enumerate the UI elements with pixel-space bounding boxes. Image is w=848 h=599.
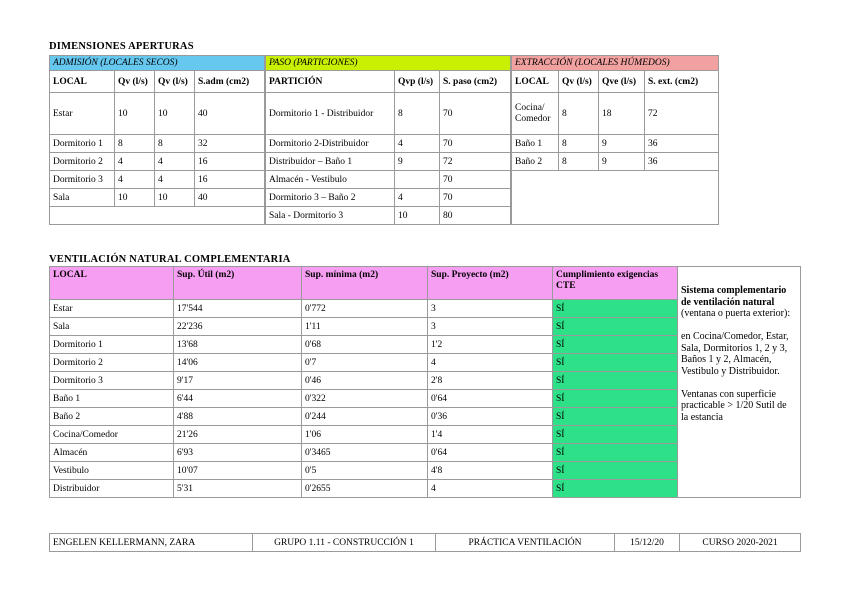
cell: 21'26 <box>174 426 302 444</box>
cell: Vestibulo <box>50 462 174 480</box>
cell: 40 <box>195 93 265 135</box>
cell: Distribuidor – Baño 1 <box>266 153 395 171</box>
cell: Estar <box>50 93 115 135</box>
cell: 72 <box>645 93 719 135</box>
footer-date: 15/12/20 <box>615 534 680 552</box>
side-note <box>678 267 801 498</box>
table-row <box>50 93 265 135</box>
extraccion-header-qv: Qv (l/s) <box>559 71 599 93</box>
cell: 17'544 <box>174 300 302 318</box>
cell: 0'2655 <box>302 480 428 498</box>
cell: 0'5 <box>302 462 428 480</box>
vent-header-cumplimiento: Cumplimiento exigencias CTE <box>553 267 678 300</box>
cell: Estar <box>50 300 174 318</box>
cell: Dormitorio 3 <box>50 171 115 189</box>
footer-practice: PRÁCTICA VENTILACIÓN <box>436 534 615 552</box>
admision-table <box>49 55 265 225</box>
vent-header-local: LOCAL <box>50 267 174 300</box>
cell: 0'36 <box>428 408 553 426</box>
cell: 80 <box>440 207 511 225</box>
cell: 0'3465 <box>302 444 428 462</box>
admision-header-qv2: Qv (l/s) <box>155 71 195 93</box>
cell: 3 <box>428 300 553 318</box>
status-badge: SÍ <box>553 426 678 444</box>
cell: Baño 1 <box>512 135 559 153</box>
cell: 5'31 <box>174 480 302 498</box>
status-badge: SÍ <box>553 354 678 372</box>
cell: 8 <box>559 135 599 153</box>
cell: 10 <box>115 93 155 135</box>
cell: 70 <box>440 171 511 189</box>
cell: 0'64 <box>428 444 553 462</box>
cell: 4 <box>155 153 195 171</box>
cell: 14'06 <box>174 354 302 372</box>
cell: 0'64 <box>428 390 553 408</box>
table-row <box>50 135 265 153</box>
cell: 1'06 <box>302 426 428 444</box>
empty-cell <box>512 171 719 225</box>
cell: 0'772 <box>302 300 428 318</box>
table-row <box>50 171 265 189</box>
cell: 8 <box>395 93 440 135</box>
admision-header-sadm: S.adm (cm2) <box>195 71 265 93</box>
cell: Dormitorio 2-Distribuidor <box>266 135 395 153</box>
status-badge: SÍ <box>553 444 678 462</box>
cell: Sala <box>50 318 174 336</box>
status-badge: SÍ <box>553 336 678 354</box>
status-badge: SÍ <box>553 462 678 480</box>
cell: 36 <box>645 135 719 153</box>
side-note-p3: Ventanas con superficie practicable > 1/20 Sutil de la estancia <box>681 388 787 423</box>
paso-header-particion: PARTICIÓN <box>266 71 395 93</box>
table-row <box>512 153 719 171</box>
cell: 40 <box>195 189 265 207</box>
cell: 8 <box>155 135 195 153</box>
ventilacion-table <box>49 266 801 498</box>
cell: 70 <box>440 135 511 153</box>
cell: Almacén <box>50 444 174 462</box>
cell: Dormitorio 1 <box>50 336 174 354</box>
extraccion-header-local: LOCAL <box>512 71 559 93</box>
extraccion-section: EXTRACCIÓN (LOCALES HÚMEDOS) <box>512 56 719 71</box>
extraccion-header-qve: Qve (l/s) <box>599 71 645 93</box>
table-row <box>266 189 511 207</box>
table-row <box>266 135 511 153</box>
status-badge: SÍ <box>553 300 678 318</box>
cell: 9 <box>599 153 645 171</box>
cell: 4 <box>155 171 195 189</box>
cell: 0'322 <box>302 390 428 408</box>
cell: 8 <box>115 135 155 153</box>
cell: Dormitorio 1 - Distribuidor <box>266 93 395 135</box>
extraccion-table <box>511 55 719 225</box>
cell: 10 <box>395 207 440 225</box>
table-row <box>266 171 511 189</box>
table-row <box>266 207 511 225</box>
ventilacion-title: VENTILACIÓN NATURAL COMPLEMENTARIA <box>49 254 291 265</box>
vent-header-supproy: Sup. Proyecto (m2) <box>428 267 553 300</box>
cell <box>395 171 440 189</box>
table-row <box>50 153 265 171</box>
cell: Almacén - Vestibulo <box>266 171 395 189</box>
admision-header-local: LOCAL <box>50 71 115 93</box>
table-row <box>512 93 719 135</box>
cell: 70 <box>440 93 511 135</box>
cell: Cocina/Comedor <box>50 426 174 444</box>
status-badge: SÍ <box>553 318 678 336</box>
admision-header-qv1: Qv (l/s) <box>115 71 155 93</box>
cell: 0'244 <box>302 408 428 426</box>
footer-course: CURSO 2020-2021 <box>680 534 801 552</box>
cell: 18 <box>599 93 645 135</box>
cell: 4 <box>395 135 440 153</box>
cell: 72 <box>440 153 511 171</box>
cell: 10 <box>155 189 195 207</box>
cell: 10 <box>155 93 195 135</box>
cell: 9 <box>395 153 440 171</box>
cell: Sala - Dormitorio 3 <box>266 207 395 225</box>
vent-header-suputil: Sup. Útil (m2) <box>174 267 302 300</box>
cell: 22'236 <box>174 318 302 336</box>
cell: Dormitorio 2 <box>50 354 174 372</box>
cell: 6'44 <box>174 390 302 408</box>
cell: 36 <box>645 153 719 171</box>
footer-group: GRUPO 1.11 - CONSTRUCCIÓN 1 <box>253 534 436 552</box>
status-badge: SÍ <box>553 390 678 408</box>
cell: 8 <box>559 93 599 135</box>
cell: 4 <box>428 354 553 372</box>
cell: 1'2 <box>428 336 553 354</box>
side-note-heading: Sistema complementario de ventilación natural <box>681 285 787 308</box>
table-row <box>266 153 511 171</box>
cell: 4'8 <box>428 462 553 480</box>
cell: 9'17 <box>174 372 302 390</box>
empty-cell <box>50 207 265 225</box>
cell: Dormitorio 3 <box>50 372 174 390</box>
cell: Dormitorio 3 – Baño 2 <box>266 189 395 207</box>
status-badge: SÍ <box>553 480 678 498</box>
cell: 4 <box>115 171 155 189</box>
cell: 1'4 <box>428 426 553 444</box>
paso-section: PASO (PARTICIONES) <box>266 56 511 71</box>
table-row <box>50 189 265 207</box>
cell: 2'8 <box>428 372 553 390</box>
extraccion-header-sext: S. ext. (cm2) <box>645 71 719 93</box>
status-badge: SÍ <box>553 408 678 426</box>
paso-header-qvp: Qvp (l/s) <box>395 71 440 93</box>
cell: Dormitorio 1 <box>50 135 115 153</box>
cell: Baño 2 <box>512 153 559 171</box>
paso-header-spaso: S. paso (cm2) <box>440 71 511 93</box>
cell: 0'7 <box>302 354 428 372</box>
dimensiones-title: DIMENSIONES APERTURAS <box>49 41 194 52</box>
cell: 4 <box>395 189 440 207</box>
admision-section: ADMISIÓN (LOCALES SECOS) <box>50 56 265 71</box>
cell: 3 <box>428 318 553 336</box>
cell: Cocina/ Comedor <box>512 93 559 135</box>
status-badge: SÍ <box>553 372 678 390</box>
cell: 6'93 <box>174 444 302 462</box>
cell: 70 <box>440 189 511 207</box>
paso-table <box>265 55 511 225</box>
cell: Dormitorio 2 <box>50 153 115 171</box>
cell: 4'88 <box>174 408 302 426</box>
cell: 4 <box>115 153 155 171</box>
cell: 32 <box>195 135 265 153</box>
footer-table <box>49 533 801 552</box>
cell: Sala <box>50 189 115 207</box>
cell: 8 <box>559 153 599 171</box>
cell: 4 <box>428 480 553 498</box>
cell: 13'68 <box>174 336 302 354</box>
cell: 16 <box>195 153 265 171</box>
cell: 16 <box>195 171 265 189</box>
side-note-p1: (ventana o puerta exterior): <box>681 308 791 319</box>
cell: 9 <box>599 135 645 153</box>
cell: Baño 2 <box>50 408 174 426</box>
cell: 10 <box>115 189 155 207</box>
cell: 1'11 <box>302 318 428 336</box>
cell: 10'07 <box>174 462 302 480</box>
table-row <box>512 135 719 153</box>
cell: 0'68 <box>302 336 428 354</box>
footer-author: ENGELEN KELLERMANN, ZARA <box>50 534 253 552</box>
cell: 0'46 <box>302 372 428 390</box>
cell: Distribuidor <box>50 480 174 498</box>
cell: Baño 1 <box>50 390 174 408</box>
side-note-p2: en Cocina/Comedor, Estar, Sala, Dormitorios 1, 2 y 3, Baños 1 y 2, Almacén, Vestibulo y Distribuidor. <box>681 331 789 377</box>
vent-header-supmin: Sup. mínima (m2) <box>302 267 428 300</box>
table-row <box>266 93 511 135</box>
